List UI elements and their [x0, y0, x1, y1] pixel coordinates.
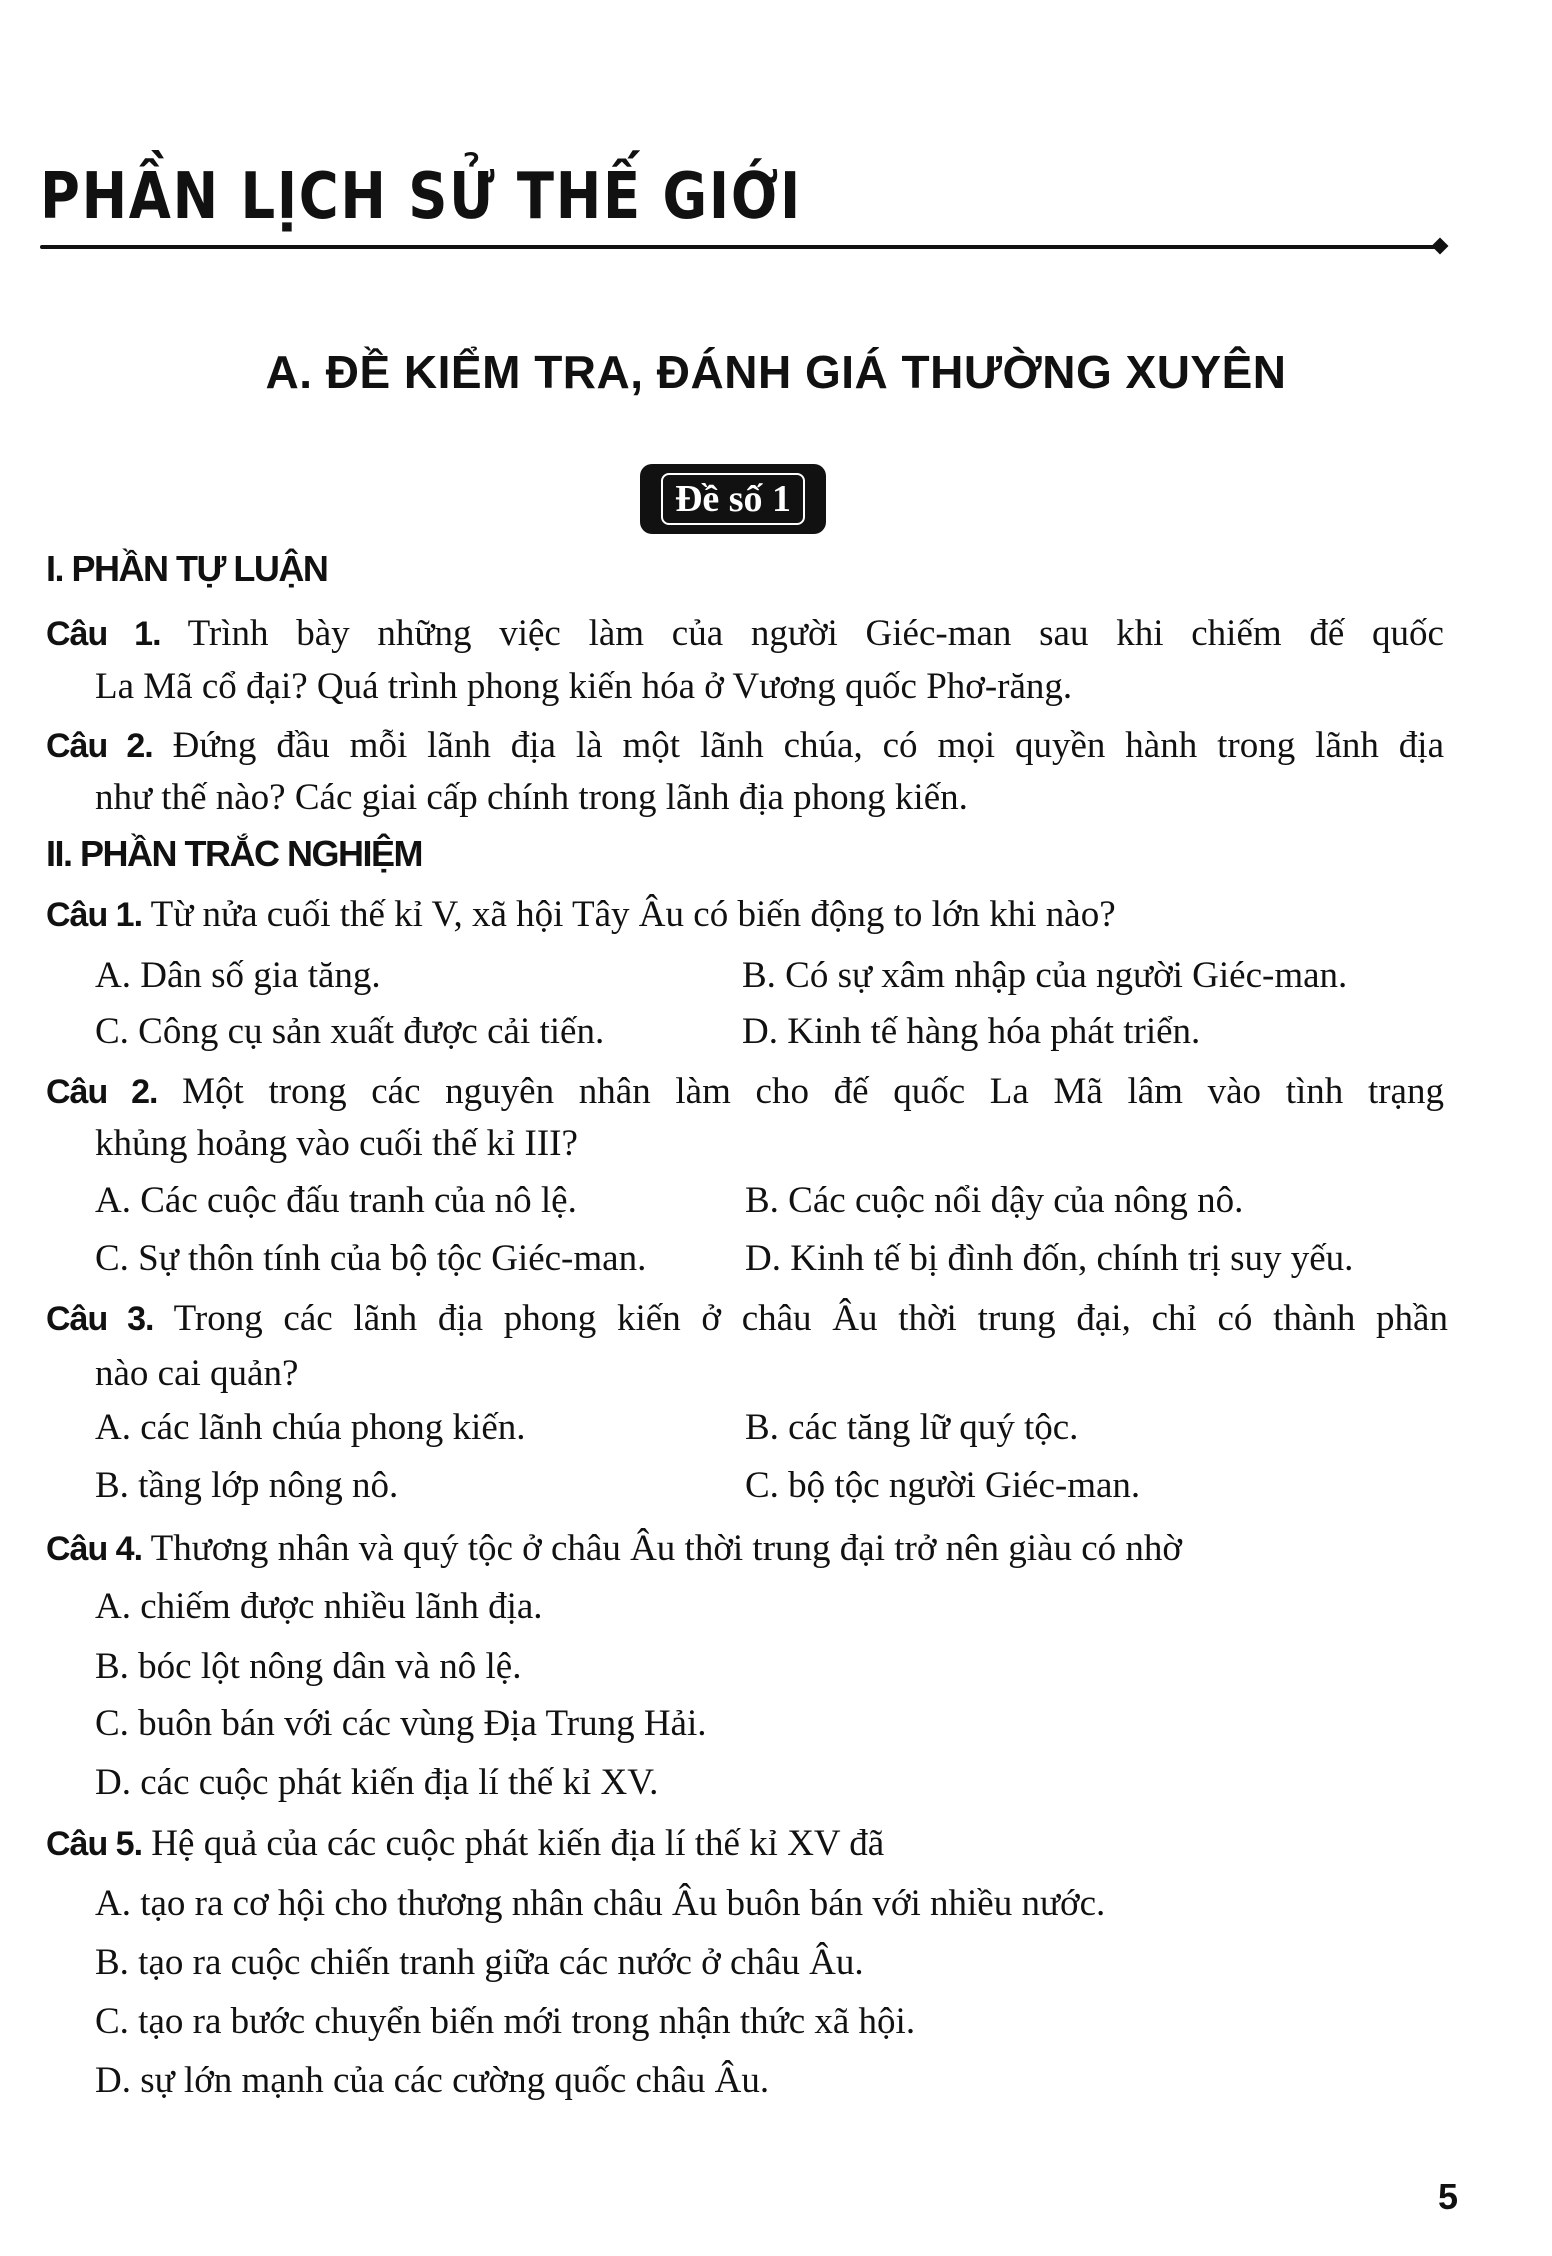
option: B. tạo ra cuộc chiến tranh giữa các nước ở châu Âu.: [95, 1942, 864, 1983]
exam-badge-label: Đề số 1: [661, 473, 805, 525]
mc-q3: [46, 1297, 1448, 1341]
question-text: Thương nhân và quý tộc ở châu Âu thời trung đại trở nên giàu có nhờ: [150, 1528, 1182, 1569]
title-rule: [40, 245, 1440, 249]
question-text: Một trong các nguyên nhân làm cho đế quốc La Mã lâm vào tình trạng: [182, 1071, 1444, 1112]
option: A. tạo ra cơ hội cho thương nhân châu Âu buôn bán với nhiều nước.: [95, 1883, 1106, 1924]
essay-q2-cont: như thế nào? Các giai cấp chính trong lãnh địa phong kiến.: [95, 777, 968, 818]
essay-q1: [46, 612, 1444, 656]
option: D. Kinh tế hàng hóa phát triển.: [742, 1011, 1201, 1052]
part-title: PHẦN LỊCH SỬ THẾ GIỚI: [40, 160, 802, 234]
option: A. Dân số gia tăng.: [95, 955, 381, 996]
option: C. tạo ra bước chuyển biến mới trong nhận thức xã hội.: [95, 2001, 916, 2042]
question-label: Câu 5.: [46, 1825, 143, 1863]
exam-badge: [640, 464, 826, 534]
option: C. bộ tộc người Giéc-man.: [745, 1465, 1141, 1506]
question-text: Hệ quả của các cuộc phát kiến địa lí thế kỉ XV đã: [151, 1823, 885, 1864]
option: A. các lãnh chúa phong kiến.: [95, 1407, 526, 1448]
mc-q1: [46, 893, 1116, 937]
question-text: Trong các lãnh địa phong kiến ở châu Âu thời trung đại, chỉ có thành phần: [173, 1298, 1448, 1339]
essay-q1-cont: La Mã cổ đại? Quá trình phong kiến hóa ở Vương quốc Phơ-răng.: [95, 666, 1073, 707]
essay-q2: [46, 724, 1444, 768]
option: B. tầng lớp nông nô.: [95, 1465, 399, 1506]
section-heading: A. ĐỀ KIỂM TRA, ĐÁNH GIÁ THƯỜNG XUYÊN: [265, 346, 1287, 398]
option: D. sự lớn mạnh của các cường quốc châu Âu.: [95, 2060, 770, 2101]
question-text: Từ nửa cuối thế kỉ V, xã hội Tây Âu có biến động to lớn khi nào?: [150, 894, 1116, 935]
question-label: Câu 2.: [46, 727, 153, 765]
option: B. các tăng lữ quý tộc.: [745, 1407, 1079, 1448]
question-label: Câu 1.: [46, 615, 161, 653]
option: A. Các cuộc đấu tranh của nô lệ.: [95, 1180, 577, 1221]
mc-q2: [46, 1070, 1444, 1114]
question-label: Câu 3.: [46, 1300, 154, 1338]
question-label: Câu 1.: [46, 896, 143, 934]
option: B. Các cuộc nổi dậy của nông nô.: [745, 1180, 1244, 1221]
question-label: Câu 4.: [46, 1530, 143, 1568]
question-label: Câu 2.: [46, 1073, 158, 1111]
option: C. Công cụ sản xuất được cải tiến.: [95, 1011, 605, 1052]
option: A. chiếm được nhiều lãnh địa.: [95, 1586, 543, 1627]
option: D. Kinh tế bị đình đốn, chính trị suy yếu.: [745, 1238, 1354, 1279]
option: C. buôn bán với các vùng Địa Trung Hải.: [95, 1703, 707, 1744]
option: B. Có sự xâm nhập của người Giéc-man.: [742, 955, 1348, 996]
rule-diamond-ornament: [1432, 238, 1449, 255]
question-text: Trình bày những việc làm của người Giéc-man sau khi chiếm đế quốc: [187, 613, 1444, 654]
mc-q3-cont: nào cai quản?: [95, 1353, 299, 1394]
part1-title: I. PHẦN TỰ LUẬN: [46, 548, 328, 589]
part2-title: II. PHẦN TRẮC NGHIỆM: [46, 833, 423, 874]
page-number: 5: [1438, 2176, 1459, 2217]
mc-q2-cont: khủng hoảng vào cuối thế kỉ III?: [95, 1123, 578, 1164]
option: B. bóc lột nông dân và nô lệ.: [95, 1646, 522, 1687]
question-text: Đứng đầu mỗi lãnh địa là một lãnh chúa, có mọi quyền hành trong lãnh địa: [172, 725, 1444, 766]
mc-q4: [46, 1527, 1182, 1571]
option: C. Sự thôn tính của bộ tộc Giéc-man.: [95, 1238, 647, 1279]
mc-q5: [46, 1822, 884, 1866]
option: D. các cuộc phát kiến địa lí thế kỉ XV.: [95, 1762, 659, 1803]
